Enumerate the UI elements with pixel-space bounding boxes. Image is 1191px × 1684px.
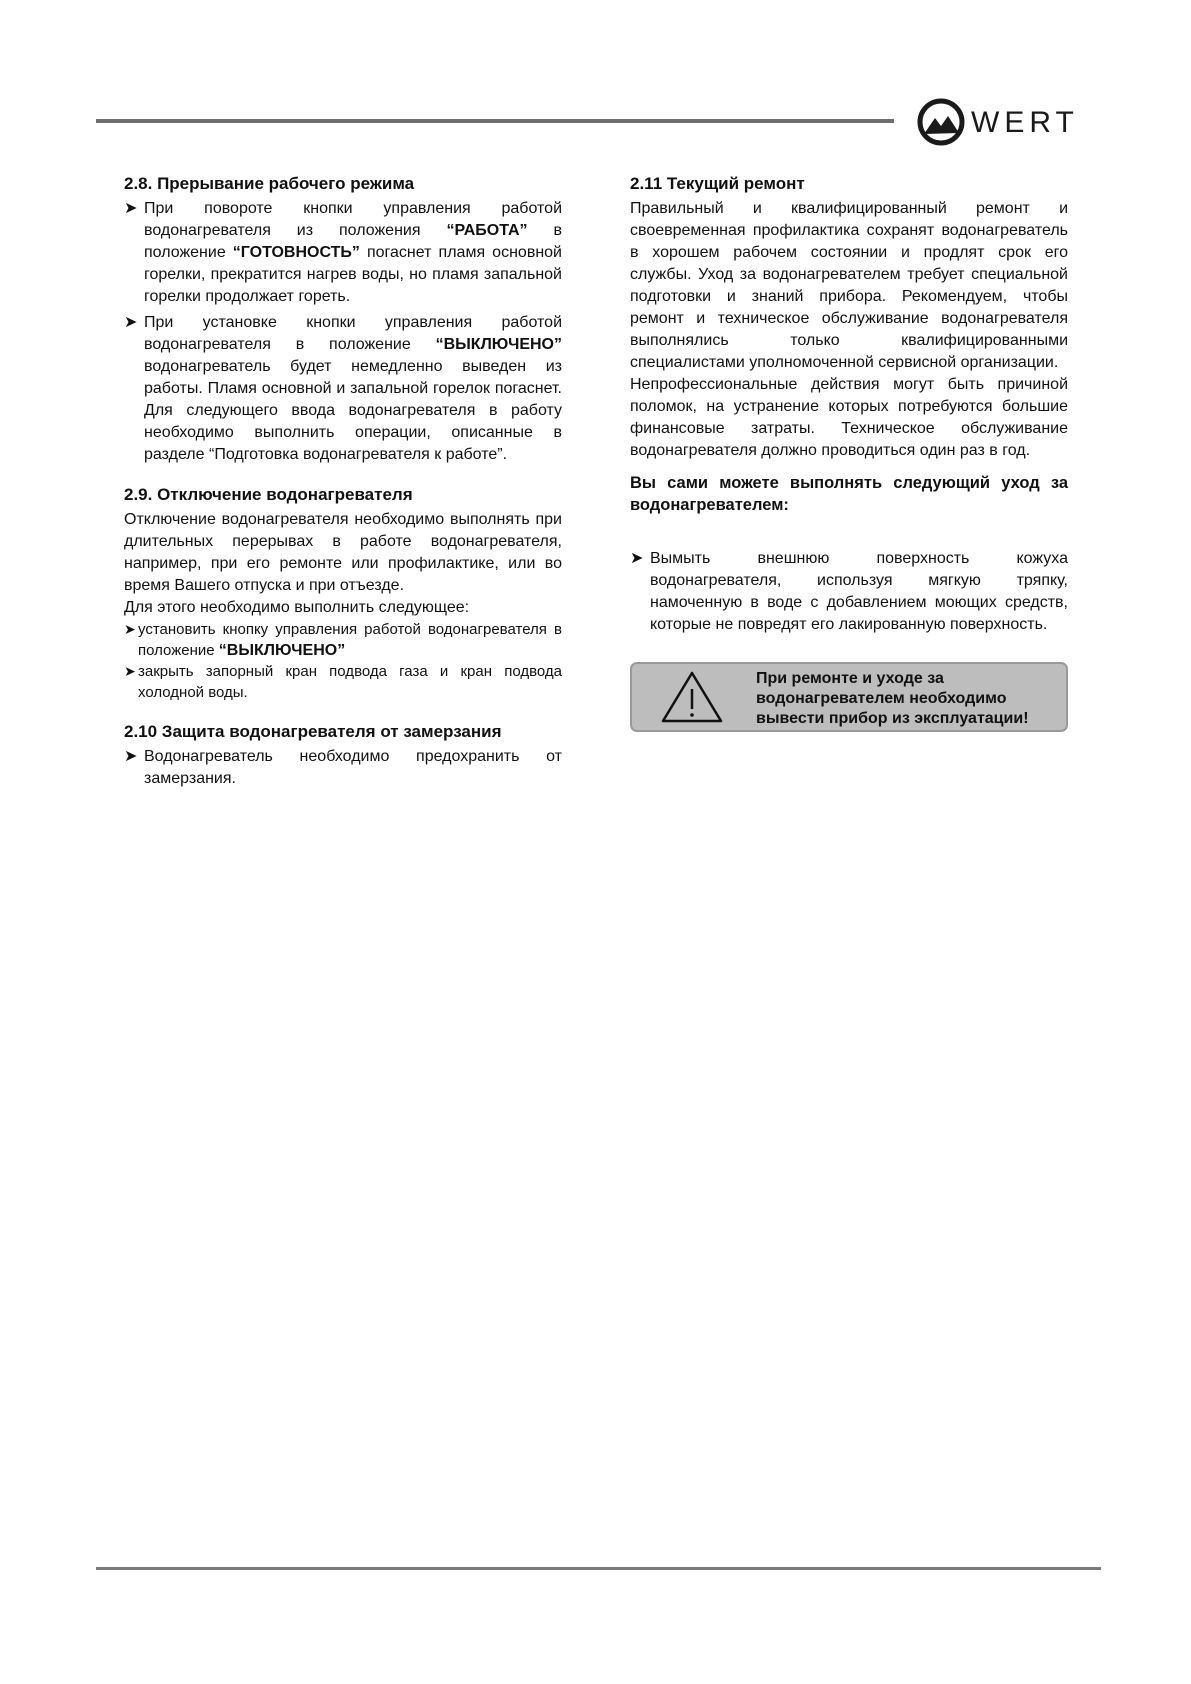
- bold-lead-text: Вы сами можете выполнять следующий уход за водонагревателем:: [630, 474, 1068, 514]
- top-rule: [96, 119, 894, 123]
- warning-box: [630, 662, 1068, 732]
- list-item: ➤ Водонагреватель необходимо предохранить от замерзания.: [124, 748, 562, 787]
- arrow-bullet-icon: ➤: [124, 314, 138, 331]
- warning-triangle-icon: [660, 670, 724, 724]
- section-2-10: [124, 721, 562, 790]
- list-item: ➤ закрыть запорный кран подвода газа и кран подвода холодной воды.: [124, 663, 562, 701]
- left-column: [124, 173, 562, 808]
- warning-text: При ремонте и уходе за водонагревателем необходимо вывести прибор из эксплуатации!: [756, 670, 1029, 727]
- arrow-bullet-icon: ➤: [124, 663, 136, 679]
- paragraph: Непрофессиональные действия могут быть причиной поломок, на устранение которых потребуются большие финансовые затраты. Техническое обслуживание водонагревателя должно проводиться один раз в год.: [630, 376, 1068, 459]
- list-item: ➤ Вымыть внешнюю поверхность кожуха водонагревателя, используя мягкую тряпку, намоченную в воде с добавлением моющих средств, которые не повредят его лакированную поверхность.: [630, 550, 1068, 633]
- arrow-bullet-icon: ➤: [124, 748, 138, 765]
- section-2-9: [124, 484, 562, 703]
- arrow-bullet-icon: ➤: [630, 550, 644, 567]
- section-title: 2.9. Отключение водонагревателя: [124, 485, 413, 504]
- section-title: 2.8. Прерывание рабочего режима: [124, 174, 415, 193]
- arrow-bullet-icon: ➤: [124, 621, 136, 637]
- wert-logo: [917, 96, 1107, 148]
- right-column: [630, 173, 1068, 732]
- paragraph: Отключение водонагревателя необходимо выполнять при длительных перерывах в работе водонагревателя, например, при его ремонте или профилактике, или во время Вашего отпуска и при отъезде.: [124, 511, 562, 594]
- list-item: ➤ При установке кнопки управления работой водонагревателя в положение “ВЫКЛЮЧЕНО” водонагреватель будет немедленно выведен из работы. Пламя основной и запальной горелок погаснет. Для следующего ввода водонагревателя в работу необходимо выполнить операции, описанные в разделе “Подготовка водонагревателя к работе”.: [124, 314, 562, 463]
- section-2-8: [124, 173, 562, 466]
- section-title: 2.10 Защита водонагревателя от замерзания: [124, 722, 502, 741]
- brand-text: WERT: [971, 106, 1079, 139]
- bottom-rule: [96, 1567, 1101, 1570]
- paragraph: Для этого необходимо выполнить следующее:: [124, 599, 470, 616]
- list-item: ➤ установить кнопку управления работой водонагревателя в положение “ВЫКЛЮЧЕНО”: [124, 621, 562, 659]
- mountain-circle-icon: [917, 96, 1107, 148]
- paragraph: Правильный и квалифицированный ремонт и своевременная профилактика сохранят водонагреватель в хорошем рабочем состоянии и продлят срок его службы. Уход за водонагревателем требует специальной подготовки и знаний прибора. Рекомендуем, чтобы ремонт и техническое обслуживание водонагревателя выполнялись только квалифицированными специалистами уполномоченной сервисной организации.: [630, 200, 1068, 371]
- list-item: ➤ При повороте кнопки управления работой водонагревателя из положения “РАБОТА” в положение “ГОТОВНОСТЬ” погаснет пламя основной горелки, прекратится нагрев воды, но пламя запальной горелки продолжает гореть.: [124, 200, 562, 305]
- arrow-bullet-icon: ➤: [124, 200, 138, 217]
- section-title: 2.11 Текущий ремонт: [630, 174, 805, 193]
